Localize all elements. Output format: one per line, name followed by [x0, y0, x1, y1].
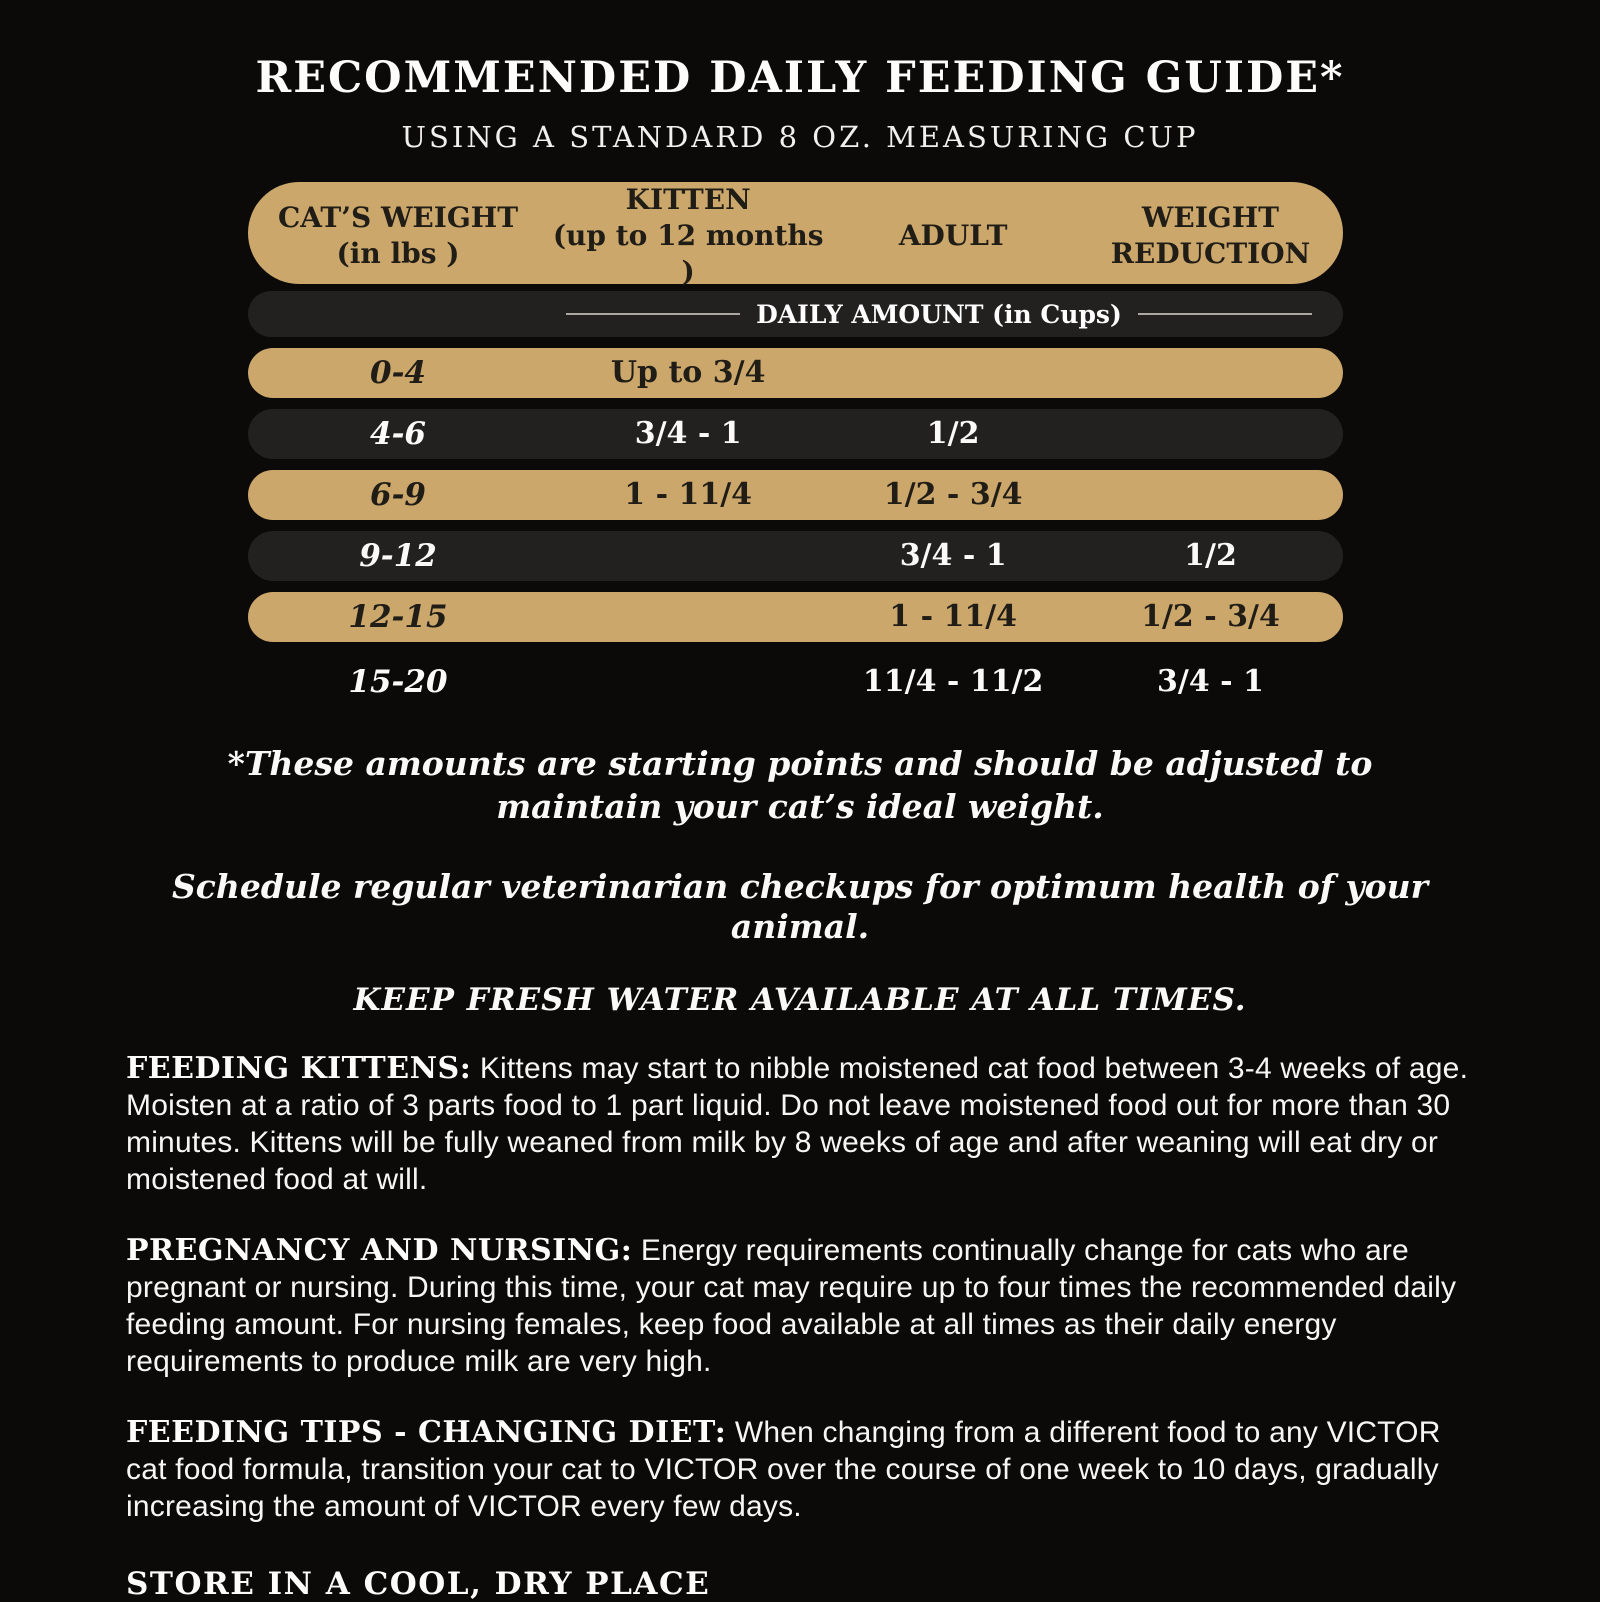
header-kitten-line2: (up to 12 months ): [552, 219, 824, 289]
table-row: [248, 470, 1343, 520]
cell-adult: 3/4 - 1: [899, 538, 1007, 574]
daily-amount-group: [566, 291, 1313, 337]
header-weight-reduction: [1078, 200, 1343, 272]
table-body: [248, 348, 1343, 707]
section-feeding-tips: [126, 1414, 1474, 1525]
table-row: [248, 657, 1343, 707]
daily-amount-banner: [248, 291, 1343, 337]
footnote-text: *These amounts are starting points and should be adjusted to maintain your cat’s ideal weight.: [227, 744, 1373, 827]
header-adult: [828, 218, 1078, 254]
section-feeding-tips-heading: FEEDING TIPS - CHANGING DIET:: [126, 1414, 727, 1450]
table-row: [248, 348, 1343, 398]
section-feeding-kittens: [126, 1050, 1474, 1198]
table-header-row: [248, 182, 1343, 289]
cell-kitten: 3/4 - 1: [634, 416, 742, 452]
cell-kitten: Up to 3/4: [610, 355, 766, 391]
section-feeding-kittens-heading: FEEDING KITTENS:: [126, 1050, 472, 1086]
header-cats-weight: [248, 200, 548, 272]
cell-adult: 11/4 - 11/2: [862, 664, 1044, 700]
cell-weight: 15-20: [348, 663, 448, 700]
daily-amount-label: DAILY AMOUNT (in Cups): [756, 299, 1122, 329]
cell-weight-reduction: 3/4 - 1: [1157, 664, 1264, 700]
section-pregnancy-nursing-body: Energy requirements continually change for cats who are pregnant or nursing. During this time, your cat may require up to four times the recommended daily feeding amount. For nursing females, keep food available at all times as their daily energy requirements to produce milk are very high.: [126, 1233, 1457, 1378]
cell-adult: 1 - 11/4: [889, 599, 1018, 635]
table-row: [248, 531, 1343, 581]
cell-weight: 4-6: [370, 415, 427, 452]
fresh-water-note: KEEP FRESH WATER AVAILABLE AT ALL TIMES.: [353, 982, 1247, 1019]
cell-weight: 0-4: [370, 354, 427, 391]
header-adult-line1: ADULT: [898, 219, 1008, 253]
header-cats-weight-line1: CAT’S WEIGHT: [277, 201, 519, 235]
feeding-table: [248, 182, 1343, 707]
cell-adult: 1/2: [926, 416, 980, 452]
header-weight-reduction-line1: WEIGHT: [1141, 201, 1280, 235]
page-subtitle: USING A STANDARD 8 OZ. MEASURING CUP: [401, 120, 1199, 155]
cell-weight-reduction: 1/2 - 3/4: [1141, 599, 1280, 635]
table-row: [248, 409, 1343, 459]
cell-adult: 1/2 - 3/4: [883, 477, 1023, 513]
banner-left-rule: [566, 313, 741, 315]
banner-right-rule: [1138, 313, 1313, 315]
cell-weight-reduction: 1/2: [1184, 538, 1237, 574]
table-row: [248, 592, 1343, 642]
section-feeding-kittens-body: Kittens may start to nibble moistened cat food between 3-4 weeks of age. Moisten at a ratio of 3 parts food to 1 part liquid. Do not leave moistened food out for more than 30 minutes. Kittens will be fully weaned from milk by 8 weeks of age and after weaning will eat dry or moistened food at will.: [126, 1051, 1469, 1196]
cell-kitten: 1 - 11/4: [624, 477, 753, 513]
page-title: RECOMMENDED DAILY FEEDING GUIDE*: [255, 53, 1345, 103]
header-kitten: [548, 182, 828, 289]
info-sections: [0, 1050, 1600, 1525]
section-pregnancy-nursing-heading: PREGNANCY AND NURSING:: [126, 1232, 633, 1268]
header-weight-reduction-line2: REDUCTION: [1110, 237, 1311, 271]
storage-instruction: STORE IN A COOL, DRY PLACE: [126, 1565, 711, 1602]
cell-weight: 9-12: [359, 537, 437, 574]
vet-checkups-note: Schedule regular veterinarian checkups for optimum health of your animal.: [171, 867, 1429, 946]
section-feeding-tips-body: When changing from a different food to any VICTOR cat food formula, transition your cat to VICTOR over the course of one week to 10 days, gradually increasing the amount of VICTOR every few days.: [126, 1415, 1441, 1523]
header-kitten-line1: KITTEN: [625, 183, 751, 217]
section-pregnancy-nursing: [126, 1232, 1474, 1380]
cell-weight: 12-15: [348, 598, 448, 635]
header-cats-weight-line2: (in lbs ): [336, 237, 460, 271]
cell-weight: 6-9: [370, 476, 427, 513]
